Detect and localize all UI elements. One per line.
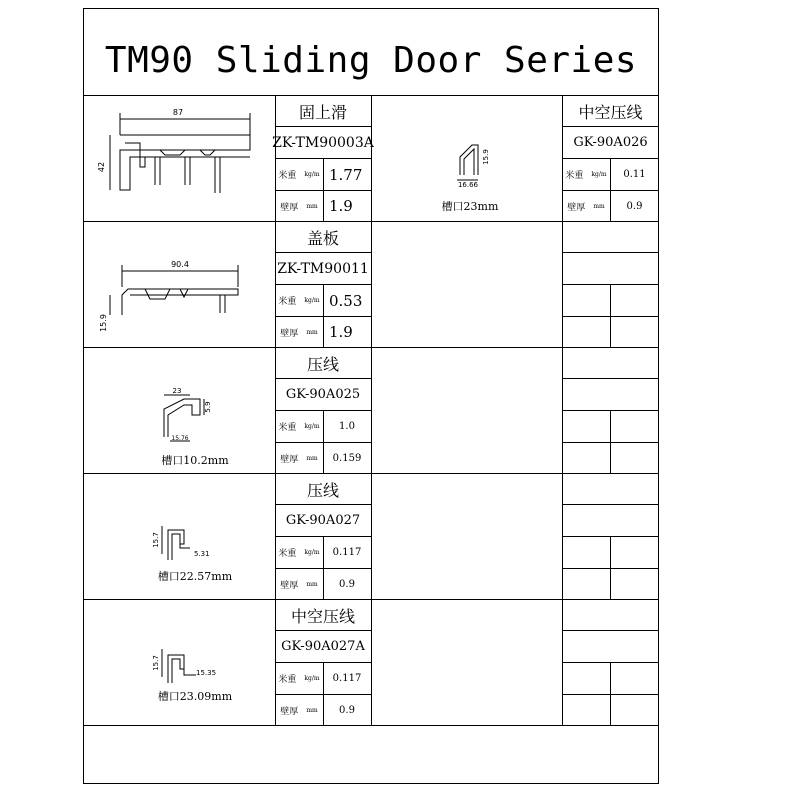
thickness-value: 0.159 [332,452,362,464]
page-title: TM90 Sliding Door Series [104,40,638,81]
weight-value: 0.11 [623,169,646,180]
profile-caption: 槽口22.57mm [157,570,233,583]
profile-drawing-gk-90a026 [440,135,510,190]
weight-value: 0.117 [332,673,362,684]
profile-caption: 槽口23.09mm [157,690,233,703]
weight-value: 1.0 [339,421,355,432]
thickness-label: 壁厚 mm [280,328,318,339]
profile-name: 压线 [306,480,339,500]
thickness-value: 1.9 [329,197,353,215]
profile-drawing-gk-90a025 [150,385,230,445]
dimension-label: 5.31 [194,550,210,558]
thickness-value: 1.9 [329,323,353,341]
profile-drawing-gk-90a027a [150,645,230,690]
thickness-label: 壁厚 mm [280,580,318,591]
thickness-value: 0.9 [339,578,355,590]
weight-label: 米重 kg/m [278,675,320,685]
weight-value: 0.53 [329,291,363,310]
dimension-label: 15.35 [196,669,217,677]
profile-caption: 槽口10.2mm [161,454,229,467]
thickness-label: 壁厚 mm [280,454,318,465]
thickness-label: 壁厚 mm [567,202,605,213]
dimension-label: 15.9 [99,314,108,332]
thickness-value: 0.9 [339,704,355,716]
weight-label: 米重 kg/m [278,171,320,181]
thickness-value: 0.9 [626,200,643,212]
profile-name: 中空压线 [290,606,355,626]
profile-code: ZK-TM90003A [272,134,374,151]
dimension-label: 90.4 [171,260,189,269]
profile-code: GK-90A027A [281,639,365,654]
weight-value: 0.117 [332,547,362,558]
dimension-label: 23 [172,387,182,395]
profile-caption: 槽口23mm [441,200,499,213]
dimension-label: 15.9 [482,149,490,165]
thickness-label: 壁厚 mm [280,706,318,717]
dimension-label: 15.76 [171,435,189,442]
profile-code: GK-90A025 [285,387,361,402]
weight-label: 米重 kg/m [278,423,320,433]
weight-label: 米重 kg/m [278,297,320,307]
weight-value: 1.77 [329,165,363,184]
dimension-label: 87 [172,108,184,117]
thickness-label: 壁厚 mm [280,202,318,213]
dimension-label: 15.7 [152,655,160,671]
dimension-label: 42 [97,161,106,173]
profile-name: 压线 [306,354,339,374]
weight-label: 米重 kg/m [278,549,320,559]
profile-name: 盖板 [306,228,339,248]
weight-label: 米重 kg/m [565,171,607,181]
profile-name: 中空压线 [578,102,643,122]
dimension-label: 15.7 [152,532,160,548]
dimension-label: 5.9 [204,401,212,413]
profile-drawing-zk-tm90011 [100,255,260,340]
profile-code: ZK-TM90011 [277,260,369,277]
profile-drawing-zk-tm90003a [97,105,260,210]
profile-code: GK-90A027 [285,513,361,528]
profile-name: 固上滑 [298,102,347,122]
profile-code: GK-90A026 [573,135,648,150]
dimension-label: 16.66 [457,181,479,189]
profile-drawing-gk-90a027 [150,520,230,570]
